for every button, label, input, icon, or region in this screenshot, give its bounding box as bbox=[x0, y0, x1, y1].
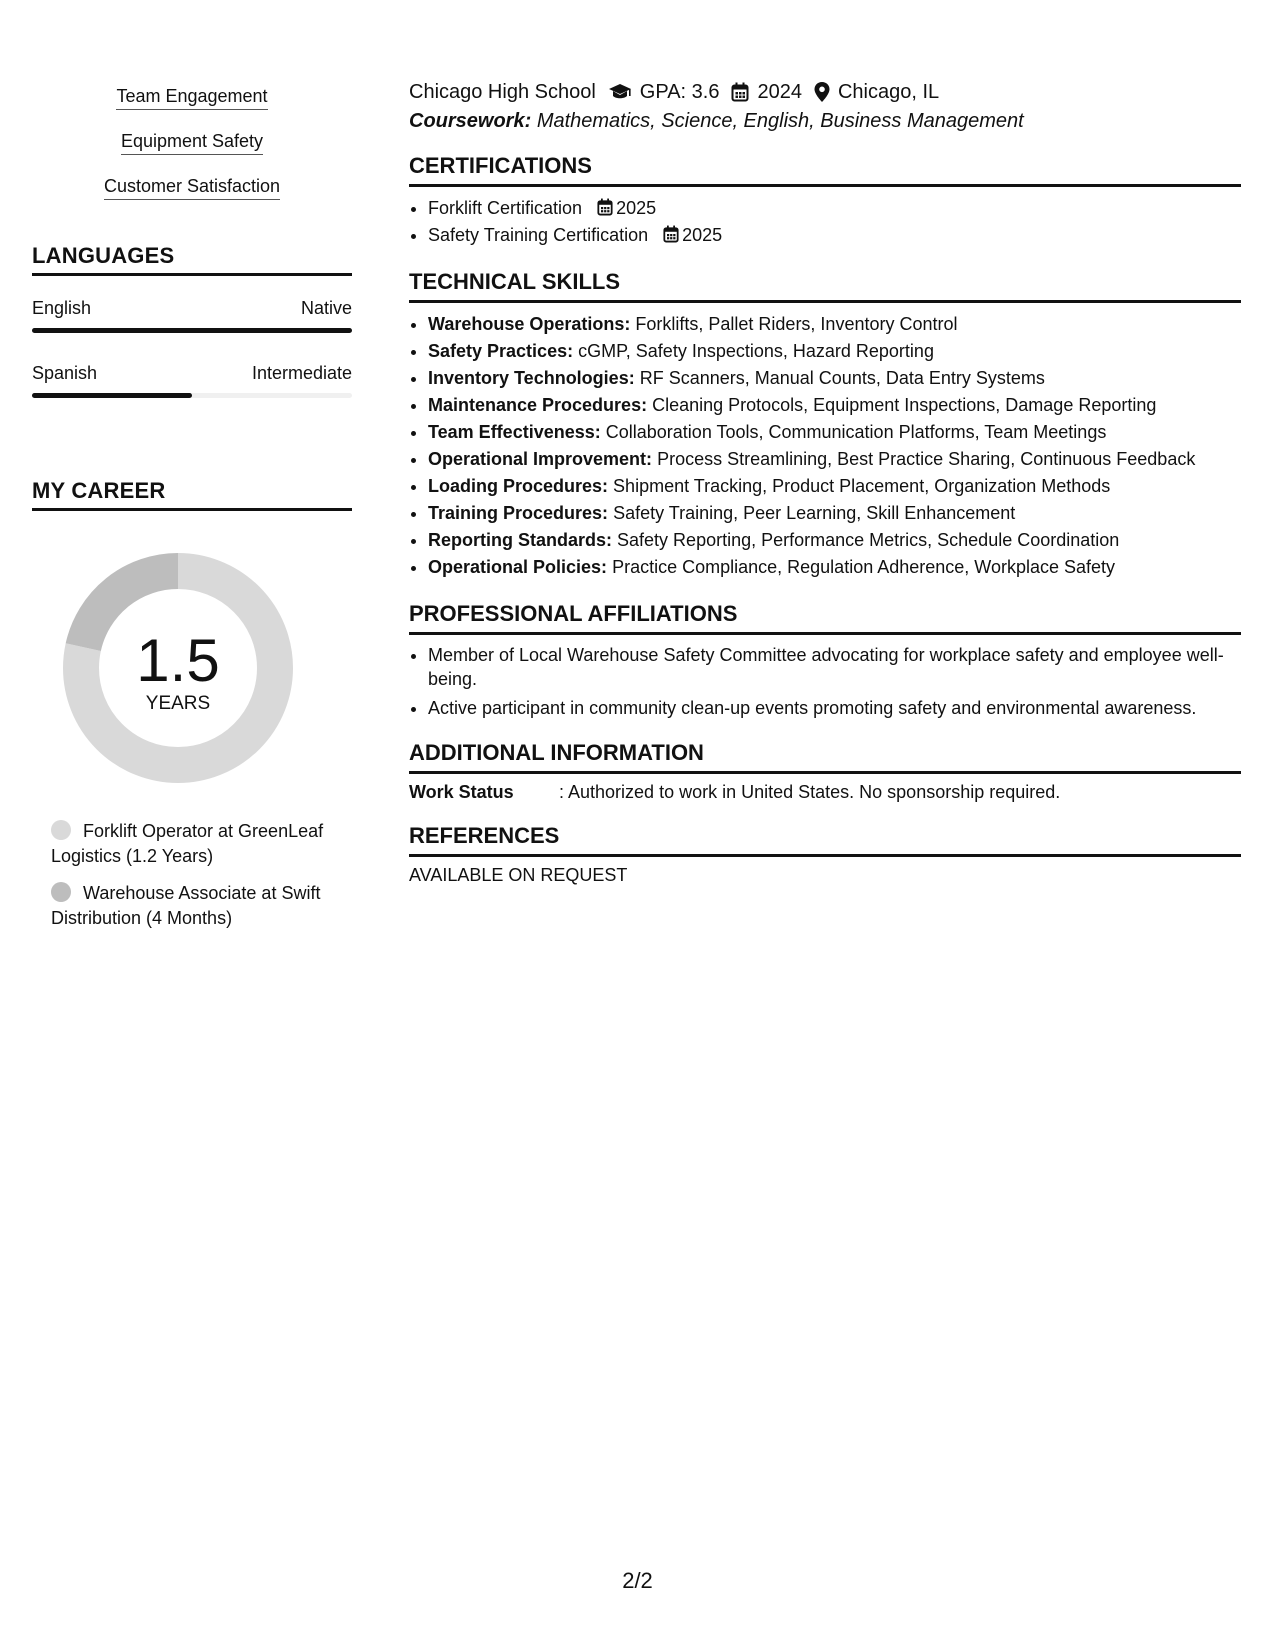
career-legend-item bbox=[51, 819, 352, 869]
school-location: Chicago, IL bbox=[837, 80, 940, 103]
skill-text: Cleaning Protocols, Equipment Inspections, Damage Reporting bbox=[652, 395, 1157, 415]
certification-name: Safety Training Certification bbox=[428, 225, 649, 245]
career-donut-chart bbox=[63, 553, 293, 783]
skill-label: Operational Policies: bbox=[428, 557, 608, 577]
work-status-value: : Authorized to work in United States. No sponsorship required. bbox=[559, 782, 1061, 802]
skill-tag: Team Engagement bbox=[116, 84, 267, 110]
graduation-year: 2024 bbox=[757, 80, 802, 103]
skill-label: Warehouse Operations: bbox=[428, 314, 631, 334]
certifications-list bbox=[409, 195, 1241, 249]
skill-label: Reporting Standards: bbox=[428, 530, 613, 550]
skill-text: Shipment Tracking, Product Placement, Organization Methods bbox=[613, 476, 1111, 496]
language-level: Intermediate bbox=[251, 363, 352, 383]
school-name: Chicago High School bbox=[409, 80, 596, 103]
career-total-years: 1.5 bbox=[136, 627, 220, 694]
skill-item bbox=[428, 392, 1241, 419]
legend-swatch bbox=[51, 882, 71, 902]
coursework-label: Coursework: bbox=[409, 110, 532, 132]
affiliations-list bbox=[409, 643, 1241, 720]
skill-label: Safety Practices: bbox=[428, 341, 574, 361]
language-proficiency-bar bbox=[32, 393, 352, 398]
skill-text: RF Scanners, Manual Counts, Data Entry Systems bbox=[639, 368, 1045, 388]
career-legend-label: Warehouse Associate at Swift Distribution (4 Months) bbox=[51, 883, 321, 928]
skill-tag: Customer Satisfaction bbox=[104, 174, 280, 200]
career-legend-label: Forklift Operator at GreenLeaf Logistics (1.2 Years) bbox=[51, 821, 324, 866]
certification-name: Forklift Certification bbox=[428, 198, 583, 218]
skill-label: Training Procedures: bbox=[428, 503, 609, 523]
skill-tag: Equipment Safety bbox=[121, 129, 263, 155]
certification-item bbox=[428, 222, 1241, 249]
skill-item bbox=[428, 311, 1241, 338]
languages-heading: LANGUAGES bbox=[32, 243, 352, 276]
skill-label: Maintenance Procedures: bbox=[428, 395, 648, 415]
language-name: English bbox=[32, 298, 92, 318]
references-text: AVAILABLE ON REQUEST bbox=[409, 865, 628, 885]
language-proficiency-bar bbox=[32, 328, 352, 333]
skill-label: Team Effectiveness: bbox=[428, 422, 601, 442]
legend-swatch bbox=[51, 820, 71, 840]
skill-label: Operational Improvement: bbox=[428, 449, 653, 469]
work-status bbox=[409, 782, 1241, 803]
work-status-label: Work Status bbox=[409, 782, 514, 802]
affiliation-item: • Member of Local Warehouse Safety Committee advocating for workplace safety and employee well-being. bbox=[428, 643, 1241, 691]
skill-text: cGMP, Safety Inspections, Hazard Reporting bbox=[578, 341, 934, 361]
skill-item bbox=[428, 419, 1241, 446]
sidebar bbox=[32, 84, 352, 943]
skill-item bbox=[428, 446, 1241, 473]
certification-year: 2025 bbox=[682, 225, 723, 245]
technical-skills-heading: TECHNICAL SKILLS bbox=[409, 269, 1241, 303]
skill-label: Inventory Technologies: bbox=[428, 368, 635, 388]
education-line bbox=[409, 78, 1241, 106]
language-proficiency-fill bbox=[32, 393, 192, 398]
calendar-icon bbox=[597, 198, 613, 216]
skill-text: Practice Compliance, Regulation Adherence, Workplace Safety bbox=[612, 557, 1116, 577]
skill-text: Safety Reporting, Performance Metrics, Schedule Coordination bbox=[617, 530, 1120, 550]
coursework bbox=[409, 110, 1241, 133]
skill-item bbox=[428, 365, 1241, 392]
skill-tags bbox=[32, 84, 352, 219]
language-proficiency-fill bbox=[32, 328, 352, 333]
skill-item bbox=[428, 473, 1241, 500]
calendar-icon bbox=[663, 225, 679, 243]
skill-item bbox=[428, 338, 1241, 365]
affiliation-item: • Active participant in community clean-up events promoting safety and environmental awareness. bbox=[428, 696, 1241, 720]
coursework-list: Mathematics, Science, English, Business Management bbox=[536, 110, 1024, 132]
skill-text: Forklifts, Pallet Riders, Inventory Control bbox=[635, 314, 958, 334]
skill-item bbox=[428, 500, 1241, 527]
gpa: GPA: 3.6 bbox=[639, 80, 720, 103]
additional-info-heading: ADDITIONAL INFORMATION bbox=[409, 740, 1241, 774]
skill-item bbox=[428, 554, 1241, 581]
language-item bbox=[32, 363, 352, 398]
skill-text: Safety Training, Peer Learning, Skill Enhancement bbox=[613, 503, 1016, 523]
skill-text: Process Streamlining, Best Practice Sharing, Continuous Feedback bbox=[657, 449, 1196, 469]
career-heading: MY CAREER bbox=[32, 478, 352, 511]
language-item bbox=[32, 298, 352, 333]
page-number: 2/2 bbox=[622, 1568, 653, 1593]
references-heading: REFERENCES bbox=[409, 823, 1241, 857]
certifications-heading: CERTIFICATIONS bbox=[409, 153, 1241, 187]
main-content bbox=[409, 78, 1241, 886]
certification-year: 2025 bbox=[616, 198, 657, 218]
career-total-unit: YEARS bbox=[145, 693, 211, 714]
graduation-cap-icon bbox=[608, 82, 632, 102]
career-legend-item bbox=[51, 881, 352, 931]
skill-item bbox=[428, 527, 1241, 554]
language-level: Native bbox=[300, 298, 352, 318]
map-pin-icon bbox=[814, 82, 830, 102]
affiliations-heading: PROFESSIONAL AFFILIATIONS bbox=[409, 601, 1241, 635]
technical-skills-list bbox=[409, 311, 1241, 581]
certification-item bbox=[428, 195, 1241, 222]
skill-text: Collaboration Tools, Communication Platforms, Team Meetings bbox=[605, 422, 1107, 442]
career-legend bbox=[51, 819, 352, 931]
calendar-icon bbox=[731, 82, 749, 102]
language-name: Spanish bbox=[32, 363, 98, 383]
skill-label: Loading Procedures: bbox=[428, 476, 609, 496]
